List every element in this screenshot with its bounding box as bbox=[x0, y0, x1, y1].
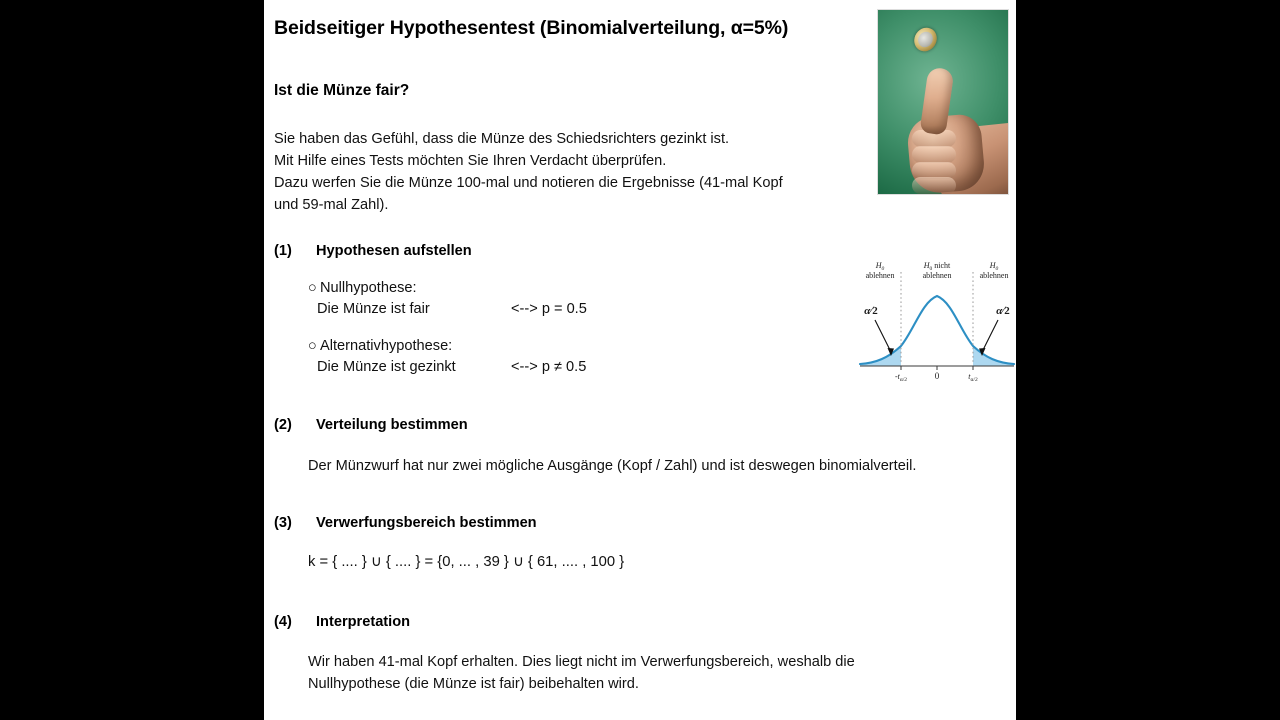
region-label-left-line2: ablehnen bbox=[865, 271, 895, 280]
step-3-number: (3) bbox=[274, 515, 292, 531]
step-2-label: Verteilung bestimmen bbox=[316, 417, 468, 433]
step-1-label: Hypothesen aufstellen bbox=[316, 243, 472, 259]
step-4-number: (4) bbox=[274, 614, 292, 630]
null-hypothesis-relation: <--> p = 0.5 bbox=[511, 301, 587, 317]
intro-line-3: Dazu werfen Sie die Münze 100-mal und notieren die Ergebnisse (41-mal Kopf bbox=[274, 175, 783, 191]
coin-icon bbox=[913, 25, 939, 53]
null-hypothesis-head bbox=[308, 280, 417, 296]
region-label-right-line1: $H_0$ bbox=[989, 261, 999, 272]
step-1-number: (1) bbox=[274, 243, 292, 259]
bullet-icon: ○ bbox=[308, 338, 317, 354]
region-label-center-line2: ablehnen bbox=[922, 271, 952, 280]
alternative-hypothesis-statement: Die Münze ist gezinkt bbox=[317, 359, 456, 375]
alpha-half-label-left: α⁄2 bbox=[864, 303, 878, 317]
null-hypothesis-head-text: Nullhypothese: bbox=[320, 280, 417, 296]
tick-label-right: $t_{\alpha/2}$ bbox=[968, 372, 978, 382]
alpha-half-label-right: α⁄2 bbox=[996, 303, 1010, 317]
knuckle-shape bbox=[912, 177, 956, 194]
bullet-icon: ○ bbox=[308, 280, 317, 296]
intro-line-1: Sie haben das Gefühl, dass die Münze des Schiedsrichters gezinkt ist. bbox=[274, 131, 730, 147]
step-4-label: Interpretation bbox=[316, 614, 411, 630]
page-title: Beidseitiger Hypothesentest (Binomialverteilung, α=5%) bbox=[274, 17, 789, 39]
two-tailed-distribution-chart bbox=[858, 258, 1016, 382]
alternative-hypothesis-head bbox=[308, 338, 452, 354]
hand-flipping-coin-photo bbox=[877, 9, 1009, 195]
region-label-left-line1: $H_0$ bbox=[875, 261, 885, 272]
normal-curve-line bbox=[860, 296, 1014, 364]
step-4-text bbox=[308, 651, 998, 695]
region-label-center-line1: $H_0$ nicht bbox=[923, 261, 951, 272]
step-3-formula: k = { .... } ∪ { .... } = {0, ... , 39 } ∪ { 61, .... , 100 } bbox=[308, 554, 625, 570]
section-subtitle: Ist die Münze fair? bbox=[274, 82, 410, 99]
slide-page bbox=[264, 0, 1016, 720]
alpha-arrow-right bbox=[982, 320, 998, 352]
intro-line-4: und 59-mal Zahl). bbox=[274, 197, 389, 213]
null-hypothesis-statement: Die Münze ist fair bbox=[317, 301, 430, 317]
alternative-hypothesis-relation: <--> p ≠ 0.5 bbox=[511, 359, 587, 375]
rejection-region-fill bbox=[860, 296, 1014, 366]
tick-label-left: $-t_{\alpha/2}$ bbox=[894, 372, 908, 382]
step-4-text-line-2: Nullhypothese (die Münze ist fair) beibehalten wird. bbox=[308, 676, 639, 692]
alpha-arrow-left bbox=[875, 320, 891, 352]
step-2-text: Der Münzwurf hat nur zwei mögliche Ausgänge (Kopf / Zahl) und ist deswegen binomialverteil. bbox=[308, 458, 917, 474]
alternative-hypothesis-head-text: Alternativhypothese: bbox=[320, 338, 453, 354]
intro-paragraph bbox=[274, 128, 874, 216]
distribution-svg bbox=[858, 258, 1016, 382]
step-2-number: (2) bbox=[274, 417, 292, 433]
knuckle-shape bbox=[912, 146, 956, 163]
tick-label-center: 0 bbox=[934, 371, 940, 381]
region-label-right-line2: ablehnen bbox=[979, 271, 1009, 280]
step-3-label: Verwerfungsbereich bestimmen bbox=[316, 515, 537, 531]
step-4-text-line-1: Wir haben 41-mal Kopf erhalten. Dies liegt nicht im Verwerfungsbereich, weshalb die bbox=[308, 654, 855, 670]
intro-line-2: Mit Hilfe eines Tests möchten Sie Ihren Verdacht überprüfen. bbox=[274, 153, 667, 169]
